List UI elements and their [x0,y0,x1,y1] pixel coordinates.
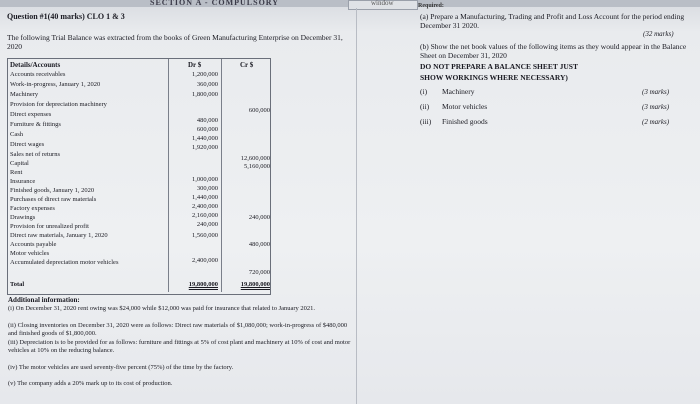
row-dr: 1,800,000 [192,91,218,98]
row-dr: 1,200,000 [192,71,218,78]
row-name: Direct raw materials, January 1, 2020 [10,232,108,239]
window-tab[interactable] [348,0,418,10]
row-name: Capital [10,160,29,167]
row-name: Drawings [10,214,36,221]
question-header: Question #1(40 marks) CLO 1 & 3 [7,12,125,21]
row-dr: 1,000,000 [192,176,218,183]
item-label: Machinery [442,87,475,96]
row-dr: 1,560,000 [192,232,218,239]
row-name: Provision for depreciation machinery [10,101,107,108]
item-number: (ii) [420,102,430,111]
row-name: Accumulated depreciation motor vehicles [10,259,119,266]
row-name: Rent [10,169,23,176]
item-number: (iii) [420,117,432,126]
item-number: (i) [420,87,428,96]
row-name: Machinery [10,91,39,98]
row-dr: 2,400,000 [192,257,218,264]
note-4: (iv) The motor vehicles are used seventy-five percent (75%) of the time by the factory. [8,364,234,371]
row-dr: 1,440,000 [192,135,218,142]
row-name: Accounts receivables [10,71,66,78]
note-1: (i) On December 31, 2020 rent owing was $24,000 while $12,000 was paid for insurance that related to January 2021. [8,305,316,312]
row-dr: 1,440,000 [192,194,218,201]
row-dr: 2,160,000 [192,212,218,219]
row-cr: 12,600,000 [240,155,270,162]
row-name: Motor vehicles [10,250,50,257]
part-b-note-1: DO NOT PREPARE A BALANCE SHEET JUST [420,62,578,71]
top-band-text: SECTION A - COMPULSORY [150,0,280,7]
part-b-item [420,117,488,126]
row-dr: 240,000 [196,221,218,228]
row-name: Direct expenses [10,111,52,118]
row-name: Cash [10,131,23,138]
row-dr: 360,000 [196,81,218,88]
note-3: (iii) Depreciation is to be provided for as follows: furniture and fittings at 5% of cost plant and machinery at 10% of cost and motor vehicles at 10% on the reducing balance. [8,339,351,354]
row-cr: 5,160,000 [244,163,270,170]
row-name: Furniture & fittings [10,121,61,128]
row-dr: 480,000 [196,117,218,124]
note-2: (ii) Closing inventories on December 31, 2020 were as follows: Direct raw materials of $1,080,000; work-in-progress of $480,000 and finished goods of $1,800,000. [8,322,348,337]
col-header-accounts: Details/Accounts [10,61,61,69]
row-name: Direct wages [10,141,45,148]
window-tab-label: window [371,0,394,7]
part-b-note-2: SHOW WORKINGS WHERE NECESSARY) [420,73,568,82]
table-divider [168,59,169,292]
additional-info-title: Additional information: [8,296,80,304]
total-dr: 19,800,000 [188,281,218,288]
row-cr: 600,000 [248,107,270,114]
item-label: Finished goods [442,117,488,126]
item-label: Motor vehicles [442,102,488,111]
item-marks: (3 marks) [642,103,670,111]
row-dr: 1,920,000 [192,144,218,151]
row-name-total: Total [10,281,25,288]
col-header-dr: Dr $ [188,61,202,69]
row-name: Provision for unrealized profit [10,223,89,230]
row-cr: 480,000 [248,241,270,248]
required-label: Required: [418,3,444,9]
row-dr: 600,000 [196,126,218,133]
row-name: Purchases of direct raw materials [10,196,97,203]
row-dr: 300,000 [196,185,218,192]
row-name: Sales net of returns [10,151,61,158]
row-name: Finished goods, January 1, 2020 [10,187,95,194]
part-a-text: (a) Prepare a Manufacturing, Trading and Profit and Loss Account for the period ending December 31 2020. [420,12,685,30]
row-name: Accounts payable [10,241,57,248]
item-marks: (2 marks) [642,118,670,126]
part-b-item [420,87,475,96]
row-name: Factory expenses [10,205,55,212]
page-divider [356,8,357,404]
intro-text: The following Trial Balance was extracted from the books of Green Manufacturing Enterprise on December 31, 2020 [7,33,343,51]
note-5: (v) The company adds a 20% mark up to its cost of production. [8,380,173,387]
row-dr: 2,400,000 [192,203,218,210]
part-b-text: (b) Show the net book values of the following items as they would appear in the Balance Sheet on December 31, 2020 [420,42,687,60]
trial-balance-table [7,58,271,295]
row-name: Work-in-progress, January 1, 2020 [10,81,101,88]
row-cr: 240,000 [248,214,270,221]
table-divider [221,59,222,292]
part-a-marks: (32 marks) [643,30,674,38]
item-marks: (3 marks) [642,88,670,96]
part-b-item [420,102,487,111]
row-cr: 720,000 [248,269,270,276]
total-cr: 19,800,000 [240,281,270,288]
row-name: Insurance [10,178,36,185]
col-header-cr: Cr $ [240,61,254,69]
